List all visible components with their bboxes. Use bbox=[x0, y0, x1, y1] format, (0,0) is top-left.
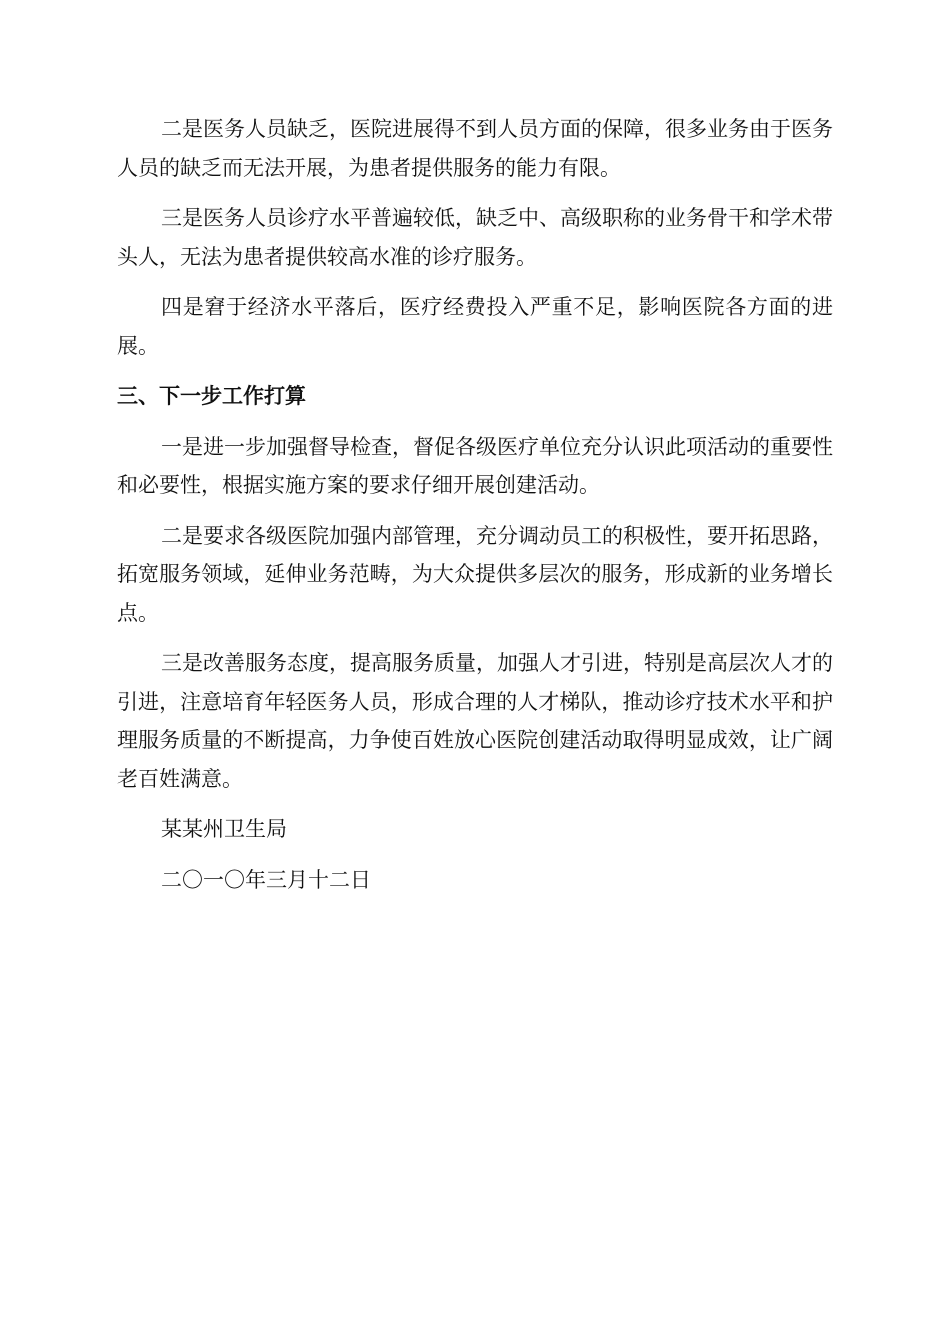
signature-date: 二〇一〇年三月十二日 bbox=[161, 867, 371, 892]
signature-organization: 某某州卫生局 bbox=[161, 817, 287, 841]
paragraph-skill-level: 三是医务人员诊疗水平普遍较低，缺乏中、高级职称的业务骨干和学术带头人，无法为患者提供较高水准的诊疗服务。 bbox=[117, 206, 833, 269]
paragraph-supervision: 一是进一步加强督导检查，督促各级医疗单位充分认识此项活动的重要性和必要性，根据实施方案的要求仔细开展创建活动。 bbox=[117, 434, 833, 497]
document-page bbox=[117, 110, 833, 911]
paragraph-management: 二是要求各级医院加强内部管理，充分调动员工的积极性，要开拓思路，拓宽服务领域，延伸业务范畴，为大众提供多层次的服务，形成新的业务增长点。 bbox=[117, 523, 833, 625]
paragraph-service-quality: 三是改善服务态度，提高服务质量，加强人才引进，特别是高层次人才的引进，注意培育年轻医务人员，形成合理的人才梯队，推动诊疗技术水平和护理服务质量的不断提高，力争使百姓放心医院创建活动取得明显成效，让广阔老百姓满意。 bbox=[117, 651, 833, 791]
paragraph-funding: 四是窘于经济水平落后，医疗经费投入严重不足，影响医院各方面的进展。 bbox=[117, 295, 833, 358]
paragraph-staff-shortage: 二是医务人员缺乏，医院进展得不到人员方面的保障，很多业务由于医务人员的缺乏而无法开展，为患者提供服务的能力有限。 bbox=[117, 117, 833, 180]
section-heading-next-steps: 三、下一步工作打算 bbox=[117, 384, 306, 408]
